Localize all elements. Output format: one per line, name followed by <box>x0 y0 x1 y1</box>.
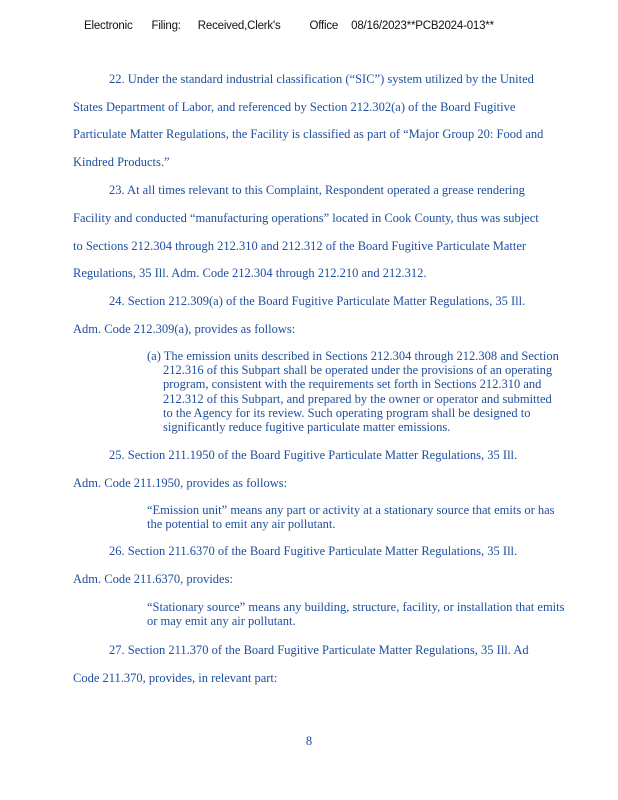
header-office: Office <box>309 20 339 32</box>
quote-line: significantly reduce fugitive particulate matter emissions. <box>163 420 451 435</box>
header-filing: Filing: <box>151 20 181 32</box>
paragraph-27-line-2: Code 211.370, provides, in relevant part: <box>73 671 278 685</box>
page-number: 8 <box>305 734 313 748</box>
quote-line: “Stationary source” means any building, structure, facility, or installation that emits <box>147 600 565 614</box>
quote-line: to the Agency for its review. Such operating program shall be designed to <box>163 405 531 420</box>
quote-212-309a <box>147 349 607 434</box>
paragraph-25-line-2: Adm. Code 211.1950, provides as follows: <box>73 476 288 490</box>
quote-line: program, consistent with the requirements set forth in Sections 212.310 and <box>163 377 542 392</box>
paragraph-26-line-1: 26. Section 211.6370 of the Board Fugitive Particulate Matter Regulations, 35 Ill. <box>109 544 518 558</box>
paragraph-22-line-2: States Department of Labor, and referenced by Section 212.302(a) of the Board Fugitive <box>73 100 516 114</box>
paragraph-26-line-2: Adm. Code 211.6370, provides: <box>73 572 233 586</box>
paragraph-23-line-2: Facility and conducted “manufacturing operations” located in Cook County, thus was subject <box>73 211 539 225</box>
quote-line: 212.312 of this Subpart, and prepared by the owner or operator and submitted <box>163 391 552 406</box>
quote-line: (a) The emission units described in Sections 212.304 through 212.308 and Section <box>147 349 559 363</box>
quote-line: or may emit any air pollutant. <box>147 614 296 629</box>
paragraph-24-line-1: 24. Section 212.309(a) of the Board Fugitive Particulate Matter Regulations, 35 Ill. <box>109 294 526 308</box>
quote-211-1950 <box>147 503 607 531</box>
paragraph-27-line-1: 27. Section 211.370 of the Board Fugitive Particulate Matter Regulations, 35 Ill. Ad <box>109 643 529 657</box>
paragraph-23-line-3: to Sections 212.304 through 212.310 and 212.312 of the Board Fugitive Particulate Matter <box>73 239 527 253</box>
filing-header <box>84 20 494 32</box>
quote-line: 212.316 of this Subpart shall be operated under the provisions of an operating <box>163 363 553 378</box>
quote-line: the potential to emit any air pollutant. <box>147 517 336 532</box>
header-electronic: Electronic <box>84 20 133 32</box>
paragraph-23-line-1: 23. At all times relevant to this Complaint, Respondent operated a grease rendering <box>109 183 525 197</box>
paragraph-22-line-3: Particulate Matter Regulations, the Facility is classified as part of “Major Group 20: Food and <box>73 127 544 141</box>
paragraph-24-line-2: Adm. Code 212.309(a), provides as follows: <box>73 322 296 336</box>
quote-line: “Emission unit” means any part or activity at a stationary source that emits or has <box>147 503 555 517</box>
paragraph-22-line-4: Kindred Products.” <box>73 155 170 169</box>
paragraph-23-line-4: Regulations, 35 Ill. Adm. Code 212.304 through 212.210 and 212.312. <box>73 266 427 280</box>
quote-211-6370 <box>147 600 607 628</box>
header-date-case: 08/16/2023**PCB2024-013** <box>351 20 494 32</box>
header-received: Received,Clerk's <box>197 20 281 32</box>
paragraph-22-line-1: 22. Under the standard industrial classification (“SIC”) system utilized by the United <box>109 72 534 86</box>
paragraph-25-line-1: 25. Section 211.1950 of the Board Fugitive Particulate Matter Regulations, 35 Ill. <box>109 448 518 462</box>
